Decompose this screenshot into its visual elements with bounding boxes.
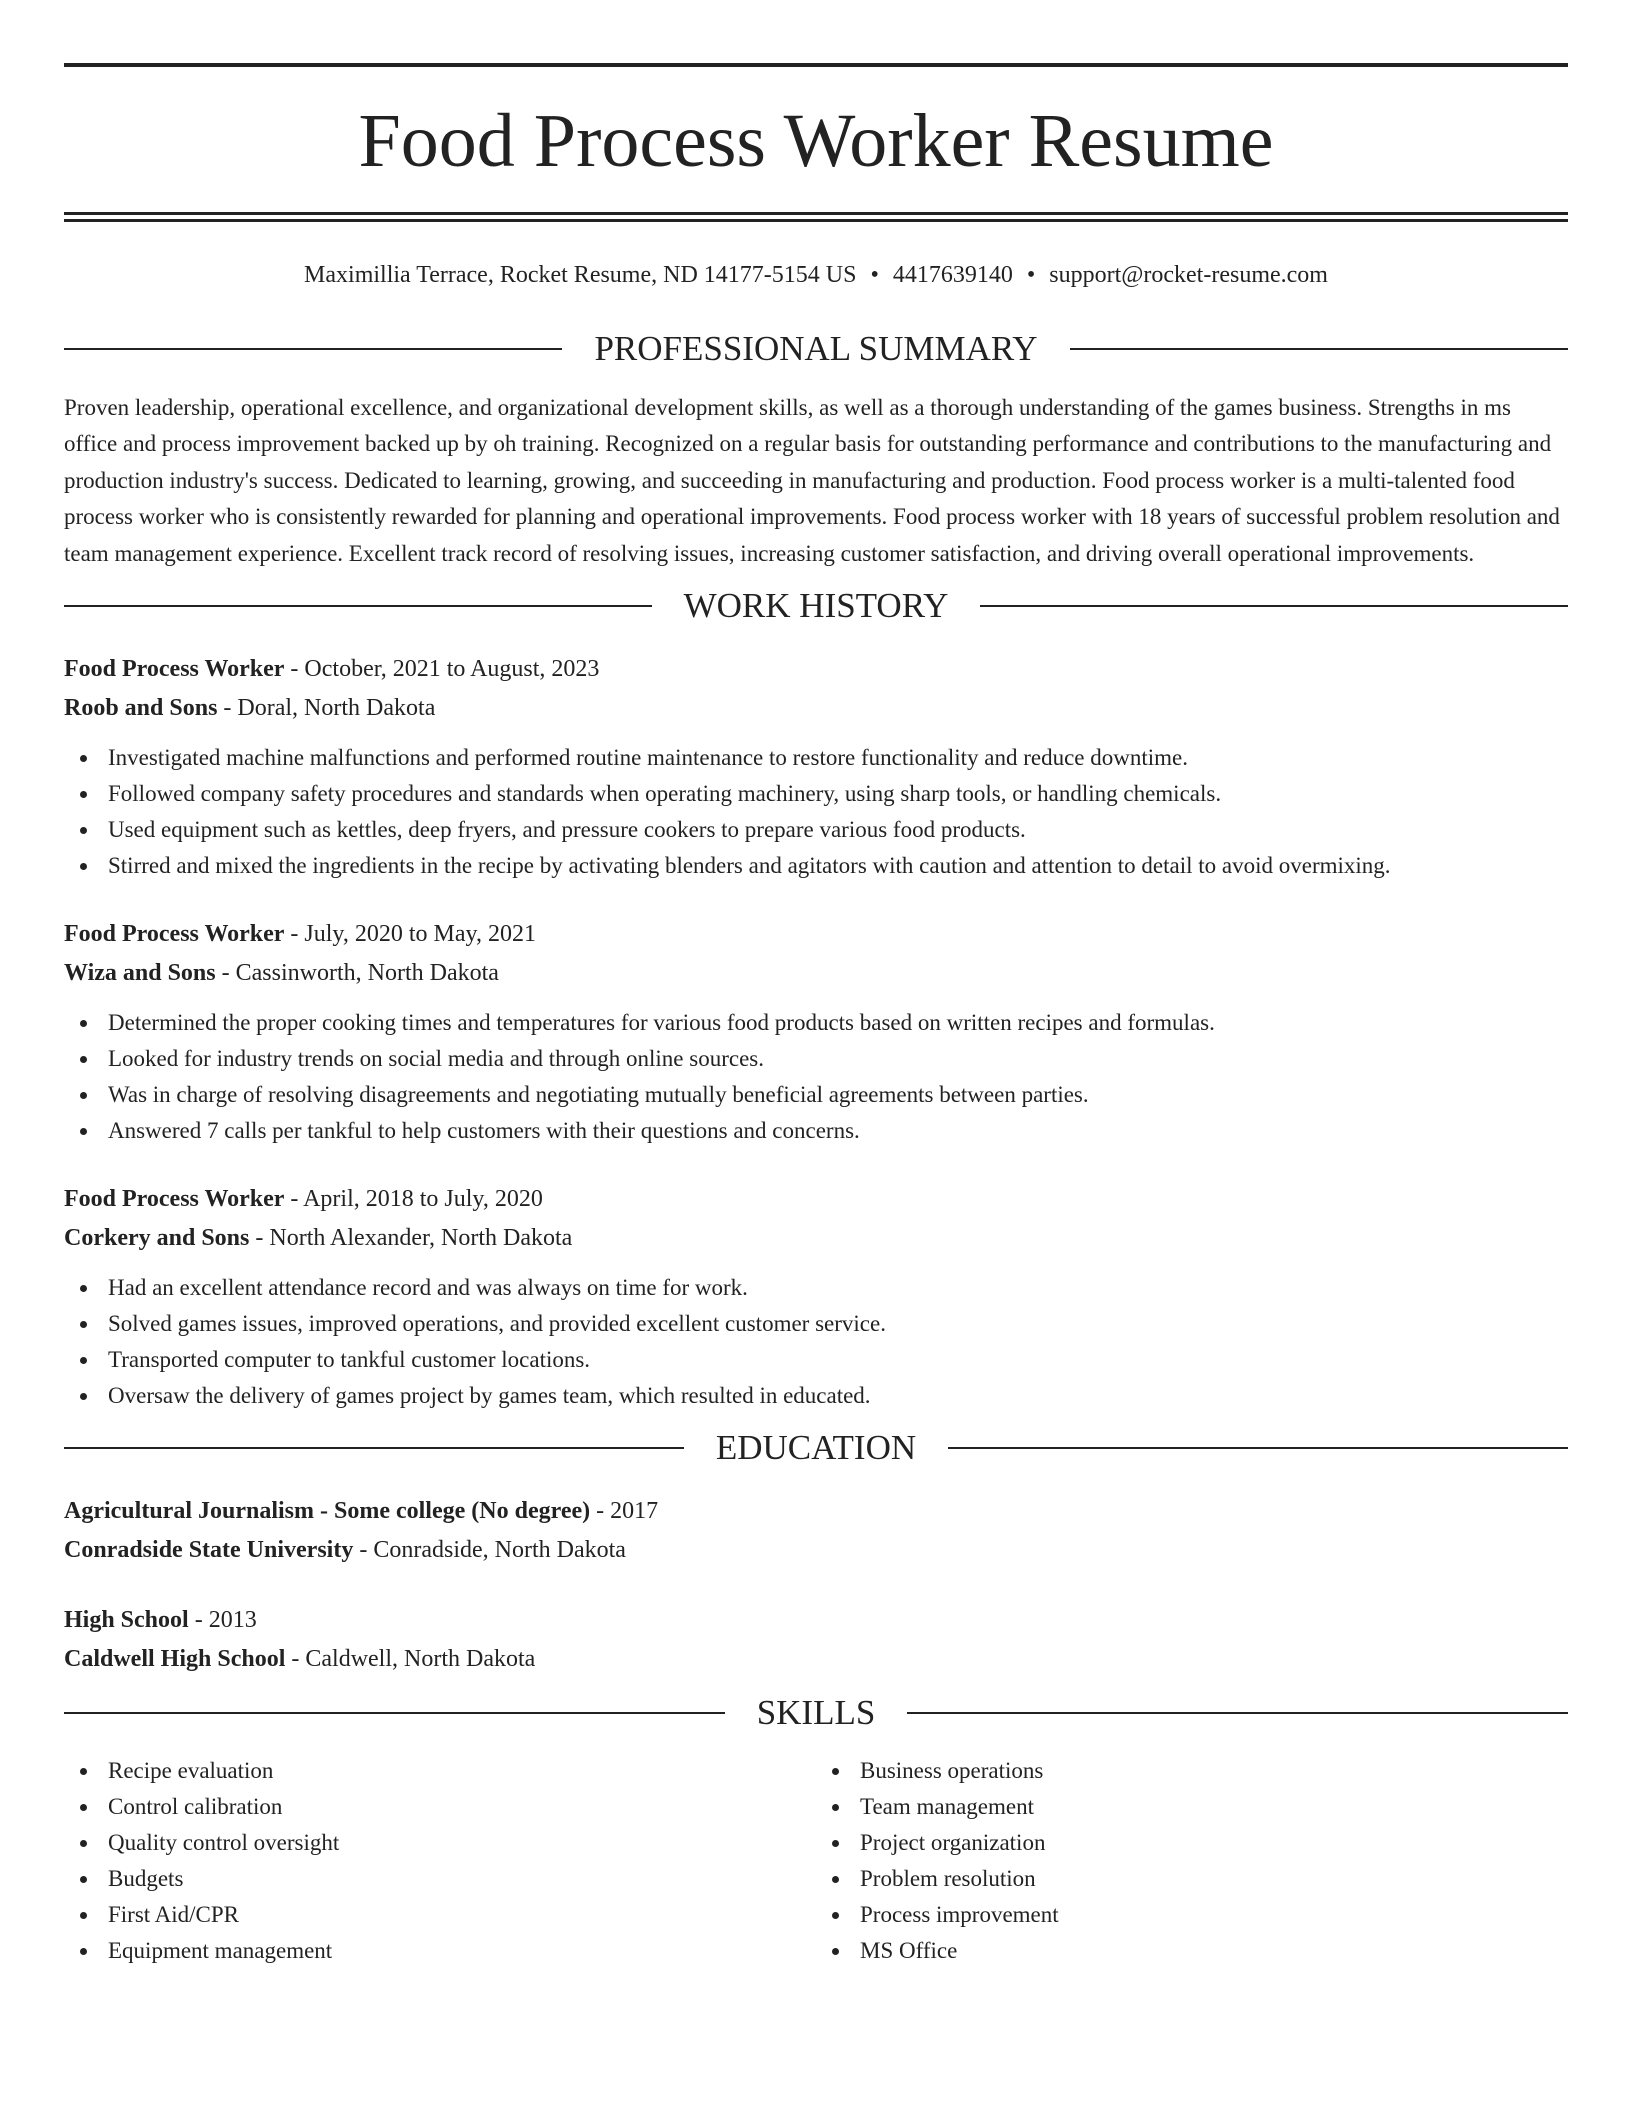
job-dates: - July, 2020 to May, 2021 <box>284 921 536 948</box>
education-year: - 2017 <box>590 1498 659 1525</box>
education-heading <box>64 1428 1568 1468</box>
job-bullet: Looked for industry trends on social media and through online sources. <box>64 1041 1568 1077</box>
job-bullets <box>64 740 1568 884</box>
skills-columns <box>64 1753 1568 1969</box>
job-title: Food Process Worker <box>64 656 285 683</box>
job-location: - North Alexander, North Dakota <box>249 1225 573 1252</box>
heading-rule-left <box>64 348 562 350</box>
education-degree: Agricultural Journalism - Some college (No degree) <box>64 1498 591 1525</box>
heading-rule-right <box>907 1712 1568 1714</box>
education-heading-label: EDUCATION <box>715 1428 917 1468</box>
skill-item: Problem resolution <box>816 1861 1568 1897</box>
job-company-line <box>64 954 1568 993</box>
resume-title: Food Process Worker Resume <box>358 99 1274 183</box>
skill-item: Budgets <box>64 1861 816 1897</box>
job-bullets <box>64 1005 1568 1149</box>
skill-item: Business operations <box>816 1753 1568 1789</box>
education-year: - 2013 <box>188 1607 257 1634</box>
job-bullet: Solved games issues, improved operations, and provided excellent customer service. <box>64 1306 1568 1342</box>
job-bullet: Had an excellent attendance record and was always on time for work. <box>64 1270 1568 1306</box>
job-company-line <box>64 1219 1568 1258</box>
job-bullet: Followed company safety procedures and standards when operating machinery, using sharp tools, or handling chemicals. <box>64 776 1568 812</box>
skill-item: Recipe evaluation <box>64 1753 816 1789</box>
work-heading-label: WORK HISTORY <box>683 586 949 626</box>
contact-email: support@rocket-resume.com <box>1049 262 1328 288</box>
job-bullet: Transported computer to tankful customer locations. <box>64 1342 1568 1378</box>
job-entry <box>64 1180 1568 1414</box>
skills-list-right <box>816 1753 1568 1969</box>
skill-item: Control calibration <box>64 1789 816 1825</box>
education-school-line <box>64 1531 1568 1570</box>
skill-item: Equipment management <box>64 1933 816 1969</box>
heading-rule-right <box>1070 348 1568 350</box>
job-bullet: Was in charge of resolving disagreements and negotiating mutually beneficial agreements between parties. <box>64 1077 1568 1113</box>
skills-heading <box>64 1693 1568 1733</box>
skill-item: First Aid/CPR <box>64 1897 816 1933</box>
job-location: - Cassinworth, North Dakota <box>215 960 499 987</box>
contact-separator: • <box>870 262 879 288</box>
contact-line <box>64 259 1568 291</box>
summary-heading-label: PROFESSIONAL SUMMARY <box>594 329 1038 368</box>
job-bullet: Stirred and mixed the ingredients in the recipe by activating blenders and agitators with caution and attention to detail to avoid overmixing. <box>64 848 1568 884</box>
heading-rule-right <box>980 605 1568 607</box>
job-entry <box>64 915 1568 1149</box>
education-school-line <box>64 1640 1568 1679</box>
job-title: Food Process Worker <box>64 1186 285 1213</box>
summary-heading <box>64 329 1568 369</box>
title-double-rule <box>64 212 1568 222</box>
education-location: - Caldwell, North Dakota <box>285 1646 536 1673</box>
job-company-line <box>64 689 1568 728</box>
job-bullet: Answered 7 calls per tankful to help customers with their questions and concerns. <box>64 1113 1568 1149</box>
heading-rule-left <box>64 1712 725 1714</box>
education-entry <box>64 1492 1568 1570</box>
job-company: Roob and Sons <box>64 695 218 722</box>
work-heading <box>64 586 1568 626</box>
heading-rule-right <box>948 1447 1568 1449</box>
education-school: Caldwell High School <box>64 1646 286 1673</box>
job-title-line <box>64 650 1568 689</box>
education-degree-line <box>64 1492 1568 1531</box>
job-title-line <box>64 1180 1568 1219</box>
contact-address: Maximillia Terrace, Rocket Resume, ND 14177-5154 US <box>304 262 857 288</box>
skill-item: MS Office <box>816 1933 1568 1969</box>
job-bullet: Investigated machine malfunctions and performed routine maintenance to restore functionality and reduce downtime. <box>64 740 1568 776</box>
heading-rule-left <box>64 1447 684 1449</box>
job-bullets <box>64 1270 1568 1414</box>
heading-rule-left <box>64 605 652 607</box>
contact-separator: • <box>1026 262 1036 288</box>
job-bullet: Determined the proper cooking times and temperatures for various food products based on written recipes and formulas. <box>64 1005 1568 1041</box>
job-dates: - October, 2021 to August, 2023 <box>284 656 600 683</box>
job-bullet: Oversaw the delivery of games project by games team, which resulted in educated. <box>64 1378 1568 1414</box>
contact-phone: 4417639140 <box>892 262 1013 288</box>
job-dates: - April, 2018 to July, 2020 <box>284 1186 543 1213</box>
education-degree: High School <box>64 1607 189 1634</box>
job-company: Wiza and Sons <box>64 960 216 987</box>
skill-item: Team management <box>816 1789 1568 1825</box>
skill-item: Quality control oversight <box>64 1825 816 1861</box>
education-entry <box>64 1601 1568 1679</box>
job-title-line <box>64 915 1568 954</box>
skills-list-left <box>64 1753 816 1969</box>
education-degree-line <box>64 1601 1568 1640</box>
education-location: - Conradside, North Dakota <box>353 1537 626 1564</box>
job-company: Corkery and Sons <box>64 1225 250 1252</box>
job-bullet: Used equipment such as kettles, deep fryers, and pressure cookers to prepare various food products. <box>64 812 1568 848</box>
job-title: Food Process Worker <box>64 921 285 948</box>
education-school: Conradside State University <box>64 1537 354 1564</box>
summary-text: Proven leadership, operational excellence, and organizational development skills, as well as a thorough understanding of the games business. Strengths in ms office and process improvement backed up by oh training. Recognized on a regular basis for outstanding performance and contributions to the manufacturing and production industry's success. Dedicated to learning, growing, and succeeding in manufacturing and production. Food process worker is a multi-talented food process worker who is consistently rewarded for planning and operational improvements. Food process worker with 18 years of successful problem resolution and team management experience. Excellent track record of resolving issues, increasing customer satisfaction, and driving overall operational improvements. <box>64 395 1560 566</box>
skills-heading-label: SKILLS <box>756 1693 876 1733</box>
skill-item: Process improvement <box>816 1897 1568 1933</box>
skill-item: Project organization <box>816 1825 1568 1861</box>
job-entry <box>64 650 1568 884</box>
job-location: - Doral, North Dakota <box>217 695 436 722</box>
